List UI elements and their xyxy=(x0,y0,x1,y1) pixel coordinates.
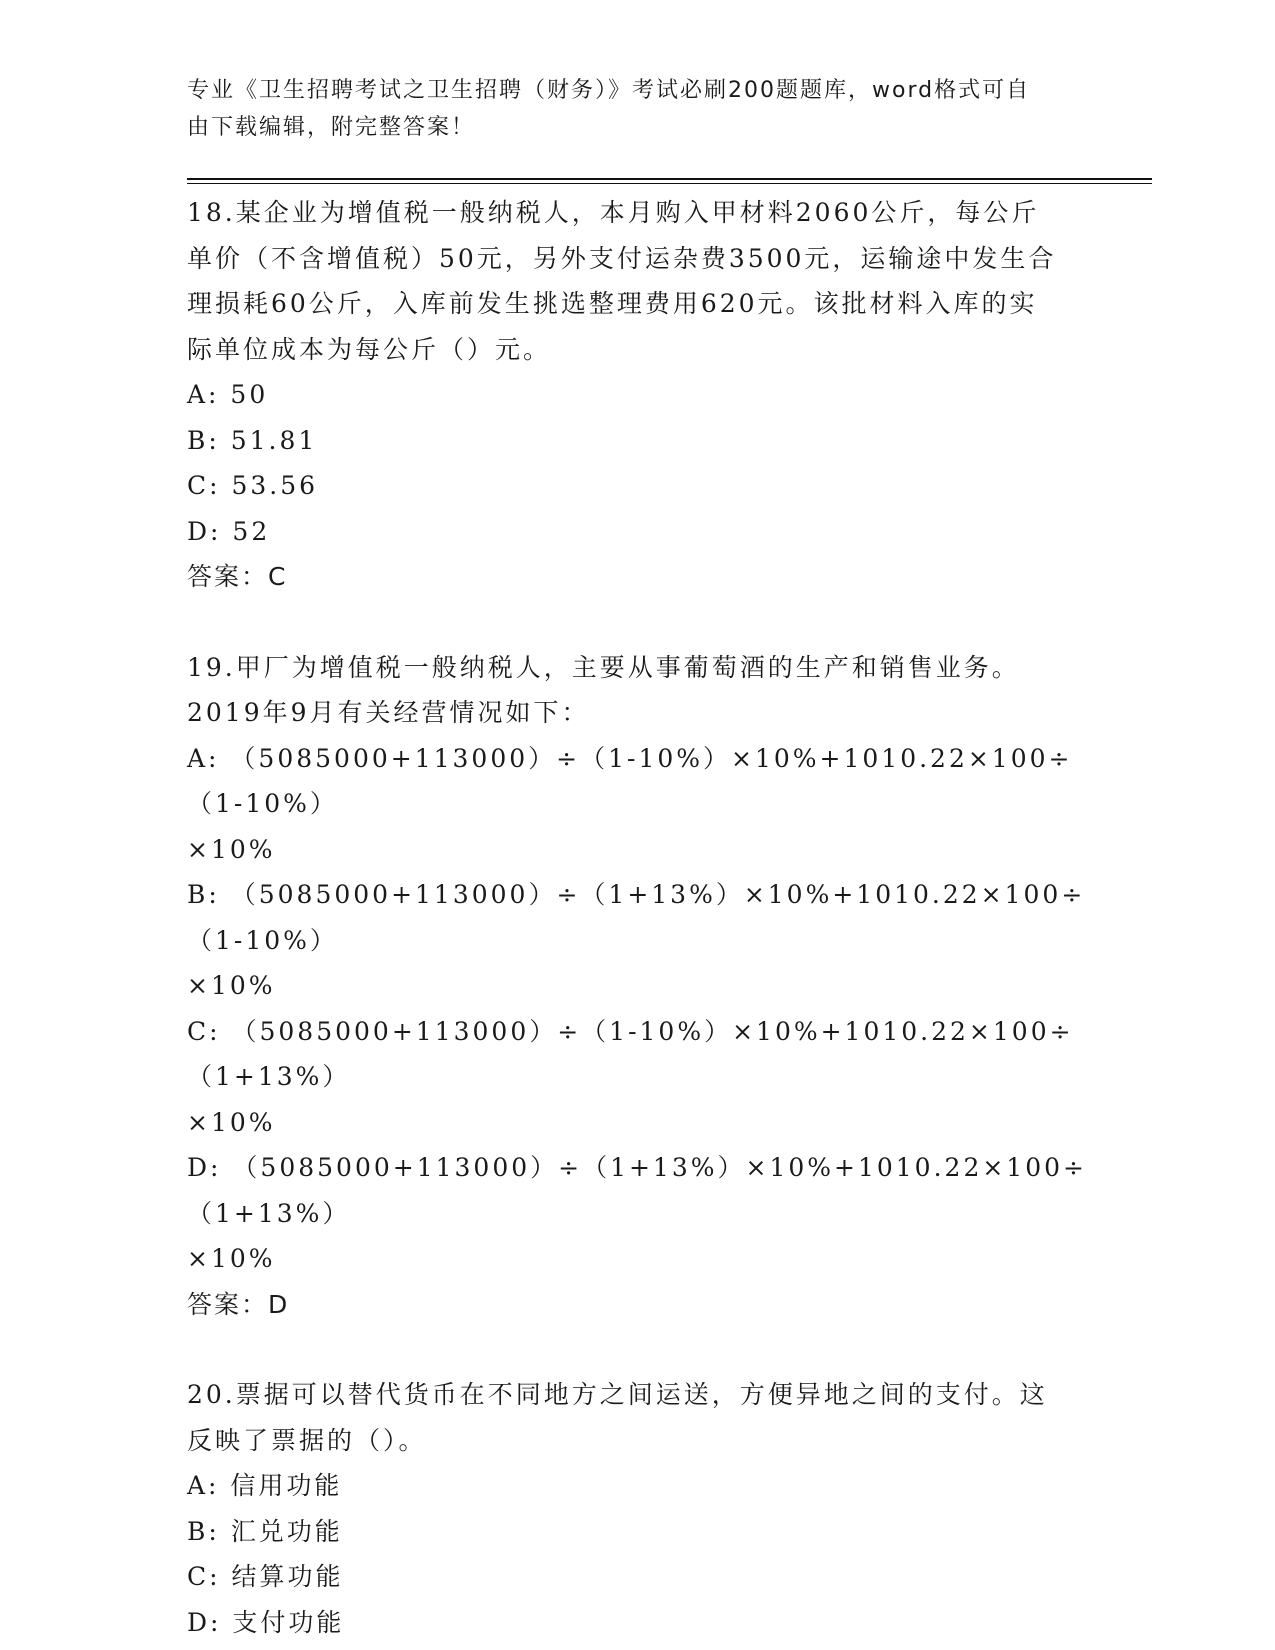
question-stem-line: 际单位成本为每公斤（）元。 xyxy=(187,334,552,364)
header-divider-thin xyxy=(187,183,1152,184)
option-a: A: （5085000+113000）÷（1-10%）×10%+1010.22×100÷（1-10%） xyxy=(187,743,1073,818)
question-stem-line: 20.票据可以替代货币在不同地方之间运送，方便异地之间的支付。这 xyxy=(187,1380,1048,1409)
header-line-1: 专业《卫生招聘考试之卫生招聘（财务）》考试必刷200题题库，word格式可自 xyxy=(187,78,1031,103)
option-b: B: （5085000+113000）÷（1+13%）×10%+1010.22×100÷（1-10%） xyxy=(187,880,1086,955)
option-c-continued: ×10% xyxy=(187,1107,276,1137)
option-d: D: 52 xyxy=(187,516,271,546)
question-19 xyxy=(187,645,1087,1328)
option-c: C: 53.56 xyxy=(187,471,319,500)
answer: 答案：C xyxy=(187,562,288,591)
option-b: B: 51.81 xyxy=(187,425,318,455)
question-20 xyxy=(187,1372,1087,1645)
question-spacer xyxy=(187,1327,1087,1372)
question-stem-line: 18.某企业为增值税一般纳税人，本月购入甲材料2060公斤，每公斤 xyxy=(187,198,1040,227)
option-d: D: （5085000+113000）÷（1+13%）×10%+1010.22×100÷（1+13%） xyxy=(187,1153,1087,1228)
question-list xyxy=(187,190,1087,1645)
option-c: C: （5085000+113000）÷（1-10%）×10%+1010.22×100÷（1+13%） xyxy=(187,1016,1074,1091)
header-divider-thick xyxy=(187,178,1152,180)
option-c: C: 结算功能 xyxy=(187,1562,344,1591)
question-18 xyxy=(187,190,1087,600)
question-stem-line: 反映了票据的（）。 xyxy=(187,1425,427,1455)
option-b-continued: ×10% xyxy=(187,971,276,1000)
header-line-2: 由下载编辑，附完整答案！ xyxy=(187,115,476,140)
question-stem-line: 19.甲厂为增值税一般纳税人，主要从事葡萄酒的生产和销售业务。 xyxy=(187,652,1020,682)
question-spacer xyxy=(187,600,1087,645)
answer: 答案：D xyxy=(187,1289,290,1319)
option-a: A: 信用功能 xyxy=(187,1471,343,1500)
option-d: D: 支付功能 xyxy=(187,1607,345,1637)
document-header xyxy=(187,72,1067,146)
question-stem-line: 理损耗60公斤，入库前发生挑选整理费用620元。该批材料入库的实 xyxy=(187,289,1038,318)
question-stem-line: 单价（不含增值税）50元，另外支付运杂费3500元，运输途中发生合 xyxy=(187,243,1057,273)
question-stem-line: 2019年9月有关经营情况如下： xyxy=(187,698,590,727)
option-d-continued: ×10% xyxy=(187,1244,276,1273)
option-a-continued: ×10% xyxy=(187,834,276,864)
option-a: A: 50 xyxy=(187,380,269,409)
option-b: B: 汇兑功能 xyxy=(187,1516,343,1546)
